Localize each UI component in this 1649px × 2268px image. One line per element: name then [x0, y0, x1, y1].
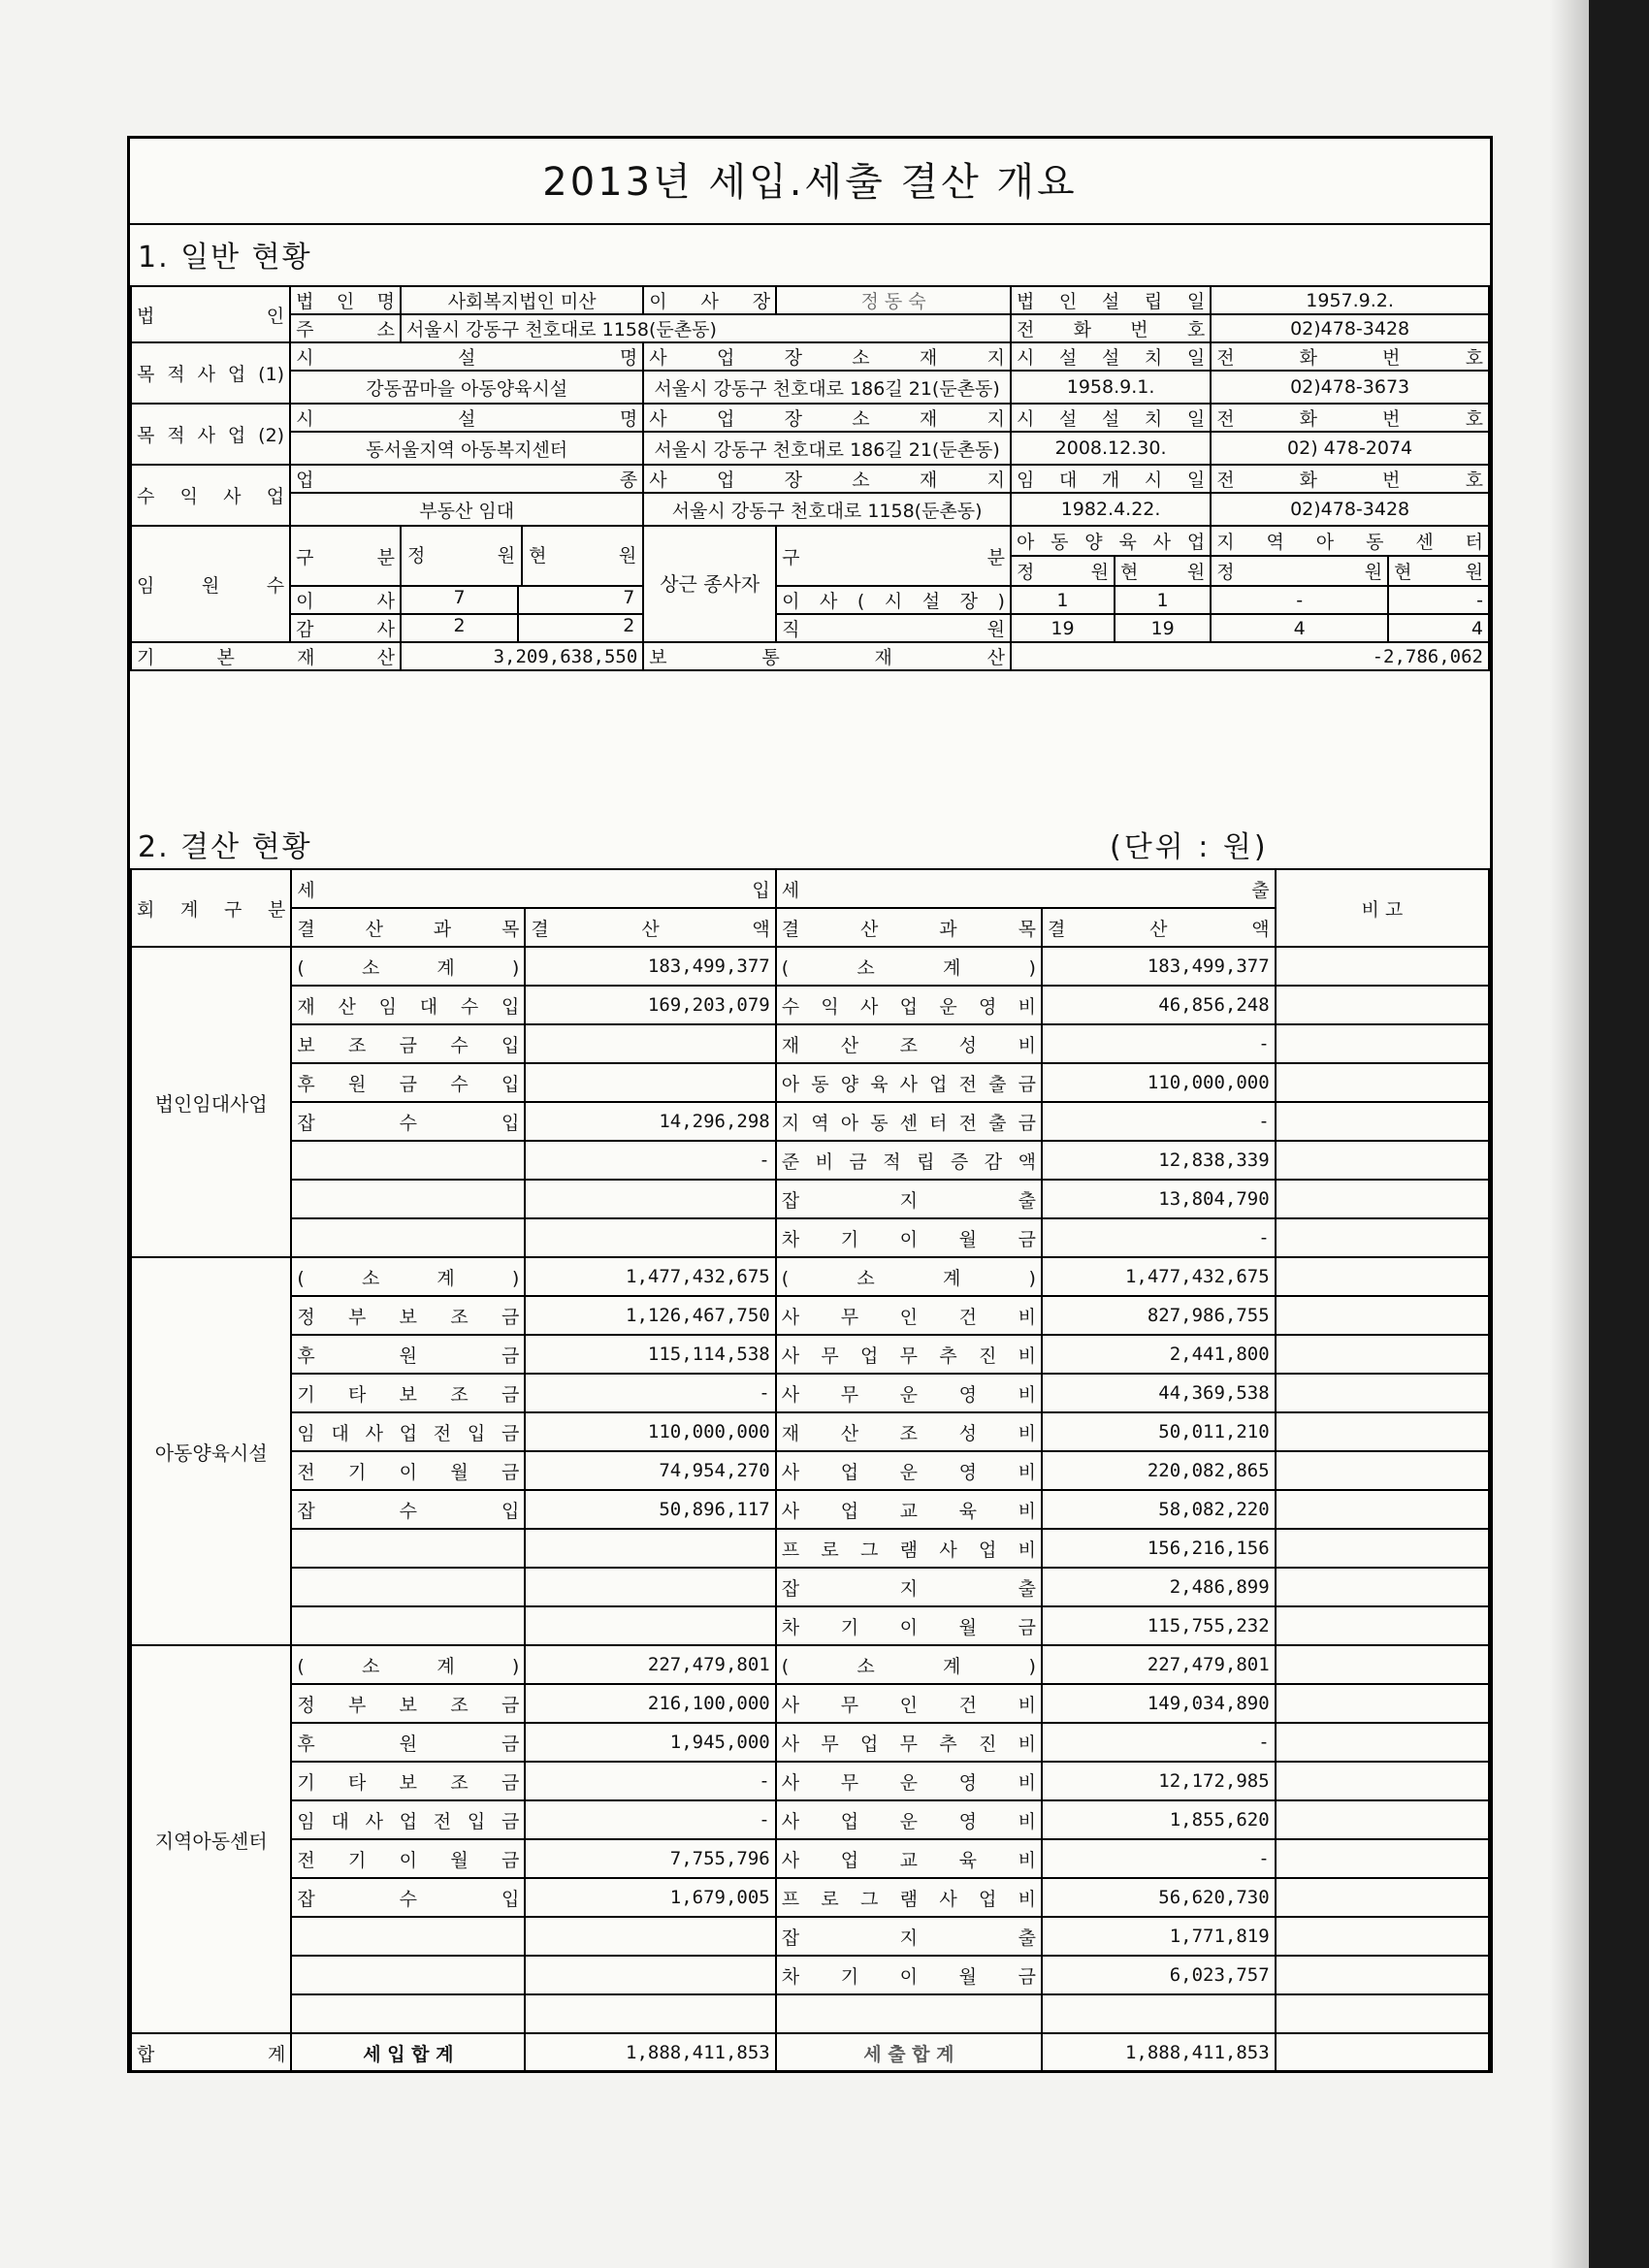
expense-amount: [1042, 1994, 1276, 2033]
profit-date-header: 임 대 개 시 일: [1011, 465, 1211, 493]
settlement-row: [131, 1800, 1489, 1839]
staff-quota-current-header: [401, 526, 643, 586]
chair-name: 정 동 숙: [776, 286, 1011, 314]
settlement-row: [131, 1645, 1489, 1684]
note-cell: [1276, 1024, 1489, 1063]
expense-amount: 46,856,248: [1042, 986, 1276, 1024]
childcare-header: 아 동 양 육 사 업: [1011, 526, 1211, 556]
revenue-amount: 7,755,796: [525, 1839, 775, 1878]
settlement-row: [131, 1374, 1489, 1412]
revenue-item: [291, 1529, 525, 1568]
staff-label: 임 원 수: [131, 526, 290, 642]
settlement-row: [131, 1684, 1489, 1723]
purpose2-phone-header: 전 화 번 호: [1211, 404, 1489, 432]
founded-label: 법 인 설 립 일: [1011, 286, 1211, 314]
settlement-row: [131, 1994, 1489, 2033]
expense-amount: 149,034,890: [1042, 1684, 1276, 1723]
fulltime-staff-label: 상근 종사자: [643, 526, 776, 642]
expense-item: 준 비 금 적 립 증 감 액: [776, 1141, 1042, 1180]
revenue-amount: [525, 1994, 775, 2033]
childcare-quota: 19: [1011, 614, 1115, 642]
expense-amount: 50,011,210: [1042, 1412, 1276, 1451]
revenue-amount: [525, 1024, 775, 1063]
expense-amount: 827,986,755: [1042, 1296, 1276, 1335]
note-cell: [1276, 1839, 1489, 1878]
expense-total-amount: 1,888,411,853: [1042, 2033, 1276, 2072]
staff-quota-header: 정 원: [402, 527, 523, 585]
settlement-row: [131, 1762, 1489, 1800]
settlement-row: [131, 1956, 1489, 1994]
settlement-row: [131, 1839, 1489, 1878]
note-cell: [1276, 1257, 1489, 1296]
purpose1-phone: 02)478-3673: [1211, 371, 1489, 404]
expense-item-header: 결 산 과 목: [776, 908, 1042, 947]
profit-date: 1982.4.22.: [1011, 493, 1211, 526]
expense-amount: -: [1042, 1723, 1276, 1762]
staff-div-header: 구 분: [290, 526, 401, 586]
expense-item: 사 무 인 건 비: [776, 1684, 1042, 1723]
purpose2-facility: 동서울지역 아동복지센터: [290, 432, 643, 465]
purpose2-date: 2008.12.30.: [1011, 432, 1211, 465]
center-current-header: 현 원: [1388, 556, 1489, 586]
settlement-row: [131, 986, 1489, 1024]
settlement-row: [131, 1218, 1489, 1257]
revenue-amount: 183,499,377: [525, 947, 775, 986]
revenue-amount: -: [525, 1374, 775, 1412]
revenue-item: [291, 1917, 525, 1956]
expense-amount: -: [1042, 1102, 1276, 1141]
revenue-item: 임 대 사 업 전 입 금: [291, 1800, 525, 1839]
staff-row-current: 2: [623, 615, 635, 636]
staff-row-name: 이 사: [290, 586, 401, 614]
revenue-amount: 169,203,079: [525, 986, 775, 1024]
founded-date: 1957.9.2.: [1211, 286, 1489, 314]
purpose1-facility: 강동꿈마을 아동양육시설: [290, 371, 643, 404]
expense-item: 잡 지 출: [776, 1917, 1042, 1956]
normal-assets-label: 보 통 재 산: [643, 642, 1011, 670]
revenue-amount: 110,000,000: [525, 1412, 775, 1451]
revenue-item: [291, 1141, 525, 1180]
expense-amount: 115,755,232: [1042, 1606, 1276, 1645]
note-cell: [1276, 1063, 1489, 1102]
purpose2-phone: 02) 478-2074: [1211, 432, 1489, 465]
corp-address: 서울시 강동구 천호대로 1158(둔촌동): [401, 314, 1011, 342]
general-status-table: [130, 285, 1490, 671]
revenue-amount: 14,296,298: [525, 1102, 775, 1141]
settlement-row: [131, 1257, 1489, 1296]
staff-div2-header: 구 분: [776, 526, 1011, 586]
settlement-row: [131, 1606, 1489, 1645]
center-quota: -: [1211, 586, 1388, 614]
expense-item: 사 무 인 건 비: [776, 1296, 1042, 1335]
expense-item: 프 로 그 램 사 업 비: [776, 1878, 1042, 1917]
profit-phone: 02)478-3428: [1211, 493, 1489, 526]
expense-amount: 183,499,377: [1042, 947, 1276, 986]
expense-item: 잡 지 출: [776, 1180, 1042, 1218]
expense-amount: 2,486,899: [1042, 1568, 1276, 1606]
revenue-amount: 1,126,467,750: [525, 1296, 775, 1335]
revenue-item: 후 원 금: [291, 1723, 525, 1762]
expense-amount-header: 결 산 액: [1042, 908, 1276, 947]
document-sheet: [127, 136, 1493, 2073]
settlement-row: [131, 1102, 1489, 1141]
note-cell: [1276, 1800, 1489, 1839]
note-cell: [1276, 1102, 1489, 1141]
settlement-row: [131, 1180, 1489, 1218]
note-cell: [1276, 1762, 1489, 1800]
staff-row-name: 감 사: [290, 614, 401, 642]
expense-amount: 12,172,985: [1042, 1762, 1276, 1800]
expense-amount: 156,216,156: [1042, 1529, 1276, 1568]
revenue-item: ( 소 계 ): [291, 1645, 525, 1684]
expense-item: 지 역 아 동 센 터 전 출 금: [776, 1102, 1042, 1141]
settlement-row: [131, 1141, 1489, 1180]
document-title: 2013년 세입.세출 결산 개요: [130, 139, 1490, 225]
revenue-item: 후 원 금: [291, 1335, 525, 1374]
profit-location-header: 사 업 장 소 재 지: [643, 465, 1011, 493]
account-header: 회 계 구 분: [131, 869, 291, 947]
note-cell: [1276, 1141, 1489, 1180]
revenue-item: 기 타 보 조 금: [291, 1762, 525, 1800]
corp-name: 사회복지법인 미산: [401, 286, 643, 314]
normal-assets-value: -2,786,062: [1011, 642, 1489, 670]
addr-label: 주 소: [290, 314, 401, 342]
expense-amount: 1,477,432,675: [1042, 1257, 1276, 1296]
center-quota-header: 정 원: [1211, 556, 1388, 586]
revenue-item: [291, 1606, 525, 1645]
note-cell: [1276, 1684, 1489, 1723]
revenue-item: 정 부 보 조 금: [291, 1684, 525, 1723]
revenue-item: 보 조 금 수 입: [291, 1024, 525, 1063]
note-cell: [1276, 1917, 1489, 1956]
section-settlement-heading: 2. 결산 현황: [138, 830, 312, 864]
revenue-amount: -: [525, 1800, 775, 1839]
revenue-total-label: 세 입 합 계: [291, 2033, 525, 2072]
revenue-item: [291, 1568, 525, 1606]
expense-item: 차 기 이 월 금: [776, 1218, 1042, 1257]
expense-item: 잡 지 출: [776, 1568, 1042, 1606]
expense-amount: -: [1042, 1218, 1276, 1257]
childcare-current: 19: [1115, 614, 1211, 642]
note-cell: [1276, 1606, 1489, 1645]
note-cell: [1276, 1878, 1489, 1917]
revenue-item: 전 기 이 월 금: [291, 1839, 525, 1878]
expense-item: 사 무 업 무 추 진 비: [776, 1723, 1042, 1762]
revenue-item: 전 기 이 월 금: [291, 1451, 525, 1490]
settlement-row: [131, 1451, 1489, 1490]
corp-phone: 02)478-3428: [1211, 314, 1489, 342]
scan-shadow: [1550, 0, 1589, 2268]
expense-item: 재 산 조 성 비: [776, 1024, 1042, 1063]
revenue-item: 정 부 보 조 금: [291, 1296, 525, 1335]
expense-item: 재 산 조 성 비: [776, 1412, 1042, 1451]
center-header: 지 역 아 동 센 터: [1211, 526, 1489, 556]
basic-assets-value: 3,209,638,550: [401, 642, 643, 670]
expense-item: 차 기 이 월 금: [776, 1606, 1042, 1645]
revenue-amount: 1,477,432,675: [525, 1257, 775, 1296]
note-cell: [1276, 1335, 1489, 1374]
expense-amount: 110,000,000: [1042, 1063, 1276, 1102]
revenue-amount: 74,954,270: [525, 1451, 775, 1490]
revenue-amount: [525, 1529, 775, 1568]
revenue-amount: [525, 1180, 775, 1218]
section-general-heading: 1. 일반 현황: [138, 241, 312, 275]
revenue-item: [291, 1218, 525, 1257]
center-current: 4: [1388, 614, 1489, 642]
revenue-amount: [525, 1063, 775, 1102]
settlement-row: [131, 1568, 1489, 1606]
revenue-item: 잡 수 입: [291, 1490, 525, 1529]
expense-item: 사 업 교 육 비: [776, 1839, 1042, 1878]
revenue-amount: [525, 1917, 775, 1956]
settlement-row: [131, 1917, 1489, 1956]
expense-amount: 6,023,757: [1042, 1956, 1276, 1994]
purpose2-label: 목 적 사 업 (2): [131, 404, 290, 465]
unit-label: (단위 : 원): [1110, 830, 1269, 864]
basic-assets-label: 기 본 재 산: [131, 642, 401, 670]
staff-row-quota: 7: [402, 587, 519, 613]
expense-amount: -: [1042, 1024, 1276, 1063]
childcare-current: 1: [1115, 586, 1211, 614]
settlement-table: [130, 868, 1490, 2073]
settlement-row: [131, 1529, 1489, 1568]
expense-amount: 44,369,538: [1042, 1374, 1276, 1412]
expense-amount: -: [1042, 1839, 1276, 1878]
expense-amount: 220,082,865: [1042, 1451, 1276, 1490]
revenue-amount: 50,896,117: [525, 1490, 775, 1529]
note-cell: [1276, 1490, 1489, 1529]
note-cell: [1276, 1412, 1489, 1451]
purpose2-facility-header: 시 설 명: [290, 404, 643, 432]
note-cell: [1276, 1994, 1489, 2033]
purpose2-location: 서울시 강동구 천호대로 186길 21(둔촌동): [643, 432, 1011, 465]
expense-amount: 227,479,801: [1042, 1645, 1276, 1684]
expense-item: ( 소 계 ): [776, 1645, 1042, 1684]
total-note: [1276, 2033, 1489, 2072]
revenue-item: ( 소 계 ): [291, 947, 525, 986]
corp-label: 법 인: [131, 286, 290, 342]
expense-item: 사 무 운 영 비: [776, 1374, 1042, 1412]
revenue-item: ( 소 계 ): [291, 1257, 525, 1296]
scan-edge: [1589, 0, 1649, 2268]
revenue-item: 재 산 임 대 수 입: [291, 986, 525, 1024]
revenue-amount: [525, 1568, 775, 1606]
staff-current-header: 현 원: [529, 545, 637, 567]
revenue-item-header: 결 산 과 목: [291, 908, 525, 947]
staff-row-values: [401, 614, 643, 642]
revenue-item: 후 원 금 수 입: [291, 1063, 525, 1102]
note-cell: [1276, 986, 1489, 1024]
account-group-name: 법인임대사업: [131, 947, 291, 1257]
staff-row-current: 7: [623, 587, 635, 608]
expense-amount: 1,771,819: [1042, 1917, 1276, 1956]
note-cell: [1276, 1374, 1489, 1412]
expense-item: 사 업 교 육 비: [776, 1490, 1042, 1529]
total-label: 합 계: [131, 2033, 291, 2072]
expense-amount: 13,804,790: [1042, 1180, 1276, 1218]
revenue-item: 잡 수 입: [291, 1102, 525, 1141]
revenue-item: [291, 1956, 525, 1994]
expense-amount: 58,082,220: [1042, 1490, 1276, 1529]
note-cell: [1276, 1956, 1489, 1994]
purpose1-facility-header: 시 설 명: [290, 342, 643, 371]
expense-amount: 2,441,800: [1042, 1335, 1276, 1374]
expense-item: ( 소 계 ): [776, 947, 1042, 986]
revenue-total-amount: 1,888,411,853: [525, 2033, 775, 2072]
revenue-item: 임 대 사 업 전 입 금: [291, 1412, 525, 1451]
revenue-item: 잡 수 입: [291, 1878, 525, 1917]
profit-location: 서울시 강동구 천호대로 1158(둔촌동): [643, 493, 1011, 526]
staff-row-quota: 2: [402, 615, 519, 641]
profit-phone-header: 전 화 번 호: [1211, 465, 1489, 493]
revenue-amount: 115,114,538: [525, 1335, 775, 1374]
revenue-amount: [525, 1956, 775, 1994]
settlement-row: [131, 1063, 1489, 1102]
expense-item: ( 소 계 ): [776, 1257, 1042, 1296]
childcare-quota: 1: [1011, 586, 1115, 614]
expense-total-label: 세 출 합 계: [776, 2033, 1042, 2072]
expense-amount: 1,855,620: [1042, 1800, 1276, 1839]
settlement-row: [131, 1878, 1489, 1917]
profit-type-header: 업 종: [290, 465, 643, 493]
expense-item: 사 무 업 무 추 진 비: [776, 1335, 1042, 1374]
note-cell: [1276, 1529, 1489, 1568]
center-quota: 4: [1211, 614, 1388, 642]
note-cell: [1276, 1296, 1489, 1335]
expense-item: 사 무 운 영 비: [776, 1762, 1042, 1800]
profit-type: 부동산 임대: [290, 493, 643, 526]
purpose1-location: 서울시 강동구 천호대로 186길 21(둔촌동): [643, 371, 1011, 404]
staff-row-values: [401, 586, 643, 614]
revenue-amount: 216,100,000: [525, 1684, 775, 1723]
revenue-amount: [525, 1218, 775, 1257]
purpose1-location-header: 사 업 장 소 재 지: [643, 342, 1011, 371]
childcare-quota-header: 정 원: [1011, 556, 1115, 586]
center-current: -: [1388, 586, 1489, 614]
settlement-row: [131, 947, 1489, 986]
revenue-amount: -: [525, 1141, 775, 1180]
expense-item: 사 업 운 영 비: [776, 1800, 1042, 1839]
revenue-amount: 1,945,000: [525, 1723, 775, 1762]
expense-header: 세 출: [776, 869, 1276, 908]
expense-item: 프 로 그 램 사 업 비: [776, 1529, 1042, 1568]
revenue-header: 세 입: [291, 869, 775, 908]
expense-amount: 12,838,339: [1042, 1141, 1276, 1180]
expense-item: 아 동 양 육 사 업 전 출 금: [776, 1063, 1042, 1102]
note-header: 비 고: [1276, 869, 1489, 947]
note-cell: [1276, 1645, 1489, 1684]
note-cell: [1276, 1723, 1489, 1762]
purpose1-phone-header: 전 화 번 호: [1211, 342, 1489, 371]
purpose1-date-header: 시 설 설 치 일: [1011, 342, 1211, 371]
note-cell: [1276, 1180, 1489, 1218]
settlement-row: [131, 1024, 1489, 1063]
purpose1-label: 목 적 사 업 (1): [131, 342, 290, 404]
expense-item: 사 업 운 영 비: [776, 1451, 1042, 1490]
chair-label: 이 사 장: [643, 286, 776, 314]
revenue-amount-header: 결 산 액: [525, 908, 775, 947]
purpose2-location-header: 사 업 장 소 재 지: [643, 404, 1011, 432]
expense-amount: 56,620,730: [1042, 1878, 1276, 1917]
settlement-row: [131, 1723, 1489, 1762]
note-cell: [1276, 1568, 1489, 1606]
revenue-amount: 227,479,801: [525, 1645, 775, 1684]
purpose2-date-header: 시 설 설 치 일: [1011, 404, 1211, 432]
revenue-item: 기 타 보 조 금: [291, 1374, 525, 1412]
expense-item: 차 기 이 월 금: [776, 1956, 1042, 1994]
phone-label: 전 화 번 호: [1011, 314, 1211, 342]
revenue-amount: 1,679,005: [525, 1878, 775, 1917]
settlement-row: [131, 1412, 1489, 1451]
settlement-row: [131, 1296, 1489, 1335]
revenue-item: [291, 1180, 525, 1218]
account-group-name: 아동양육시설: [131, 1257, 291, 1645]
expense-item: [776, 1994, 1042, 2033]
childcare-current-header: 현 원: [1115, 556, 1211, 586]
revenue-item: [291, 1994, 525, 2033]
account-group-name: 지역아동센터: [131, 1645, 291, 2033]
corp-name-label: 법 인 명: [290, 286, 401, 314]
note-cell: [1276, 947, 1489, 986]
profit-label: 수 익 사 업: [131, 465, 290, 526]
revenue-amount: [525, 1606, 775, 1645]
fulltime-row-name: 이 사 ( 시 설 장 ): [776, 586, 1011, 614]
settlement-row: [131, 1490, 1489, 1529]
purpose1-date: 1958.9.1.: [1011, 371, 1211, 404]
note-cell: [1276, 1451, 1489, 1490]
revenue-amount: -: [525, 1762, 775, 1800]
fulltime-row-name: 직 원: [776, 614, 1011, 642]
note-cell: [1276, 1218, 1489, 1257]
settlement-row: [131, 1335, 1489, 1374]
expense-item: 수 익 사 업 운 영 비: [776, 986, 1042, 1024]
